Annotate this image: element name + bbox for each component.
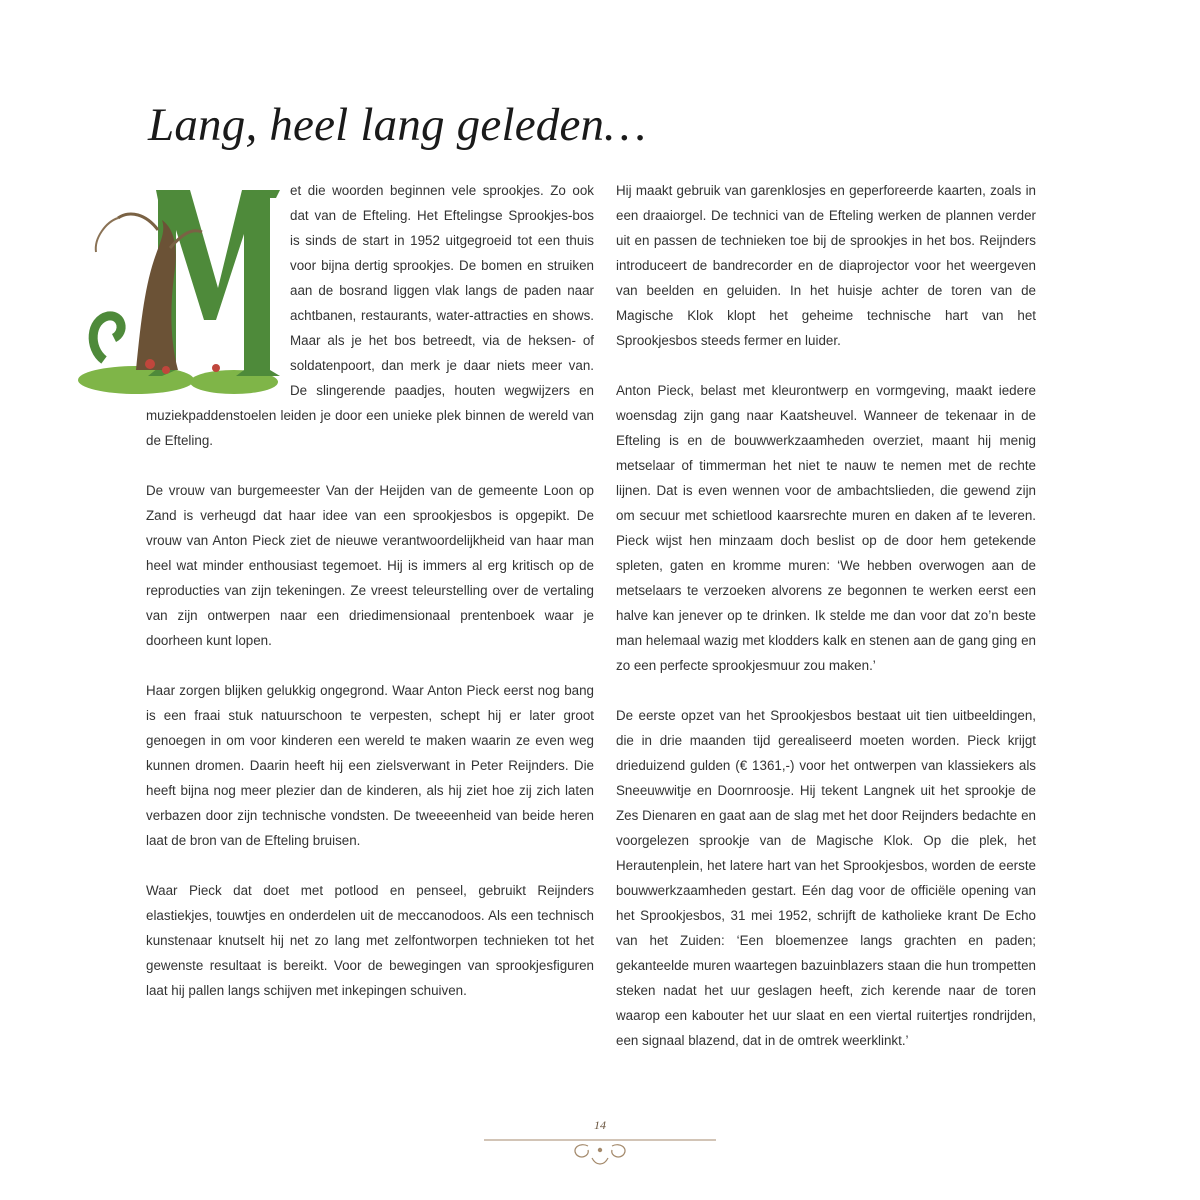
paragraph: Anton Pieck, belast met kleurontwerp en vormgeving, maakt iedere woensdag zijn gang naar Kaatsheuvel. Wanneer de tekenaar in de Efteling is en de bouwwerkzaamheden overziet, maant hij menig metselaar of timmerman het niet te nauw te nemen met de rechte lijnen. Dat is even wennen voor de ambachtslieden, die gewend zijn om secuur met schietlood kaarsrechte muren en daken af te leveren. Pieck wijst hen minzaam doch beslist op de door hem getekende spleten, gaten en kromme muren: ‘We hebben overwogen aan de metselaars te verzoeken alvorens ze begonnen te werken eerst een halve kan jenever op te drinken. Ik stelde me dan voor dat zo’n beste man helemaal wazig met klodders kalk en stenen aan de gang ging en zo een perfecte sprookjesmuur zou maken.’: [616, 383, 1036, 673]
right-column: [616, 178, 1036, 1078]
paragraph: De vrouw van burgemeester Van der Heijden van de gemeente Loon op Zand is verheugd dat haar idee van een sprookjesbos is opgepikt. De vrouw van Anton Pieck ziet de nieuwe verantwoordelijkheid van haar man heel wat minder enthousiast tegemoet. Hij is immers al erg kritisch op de reproducties van zijn tekeningen. Ze vreest teleurstelling over de vertaling van zijn ontwerpen naar een driedimensionaal prentenboek waar je doorheen kunt lopen.: [146, 483, 594, 648]
paragraph: Hij maakt gebruik van garenklosjes en geperforeerde kaarten, zoals in een draaiorgel. De technici van de Efteling werken de plannen verder uit en passen de technieken toe bij de sprookjes in het bos. Reijnders introduceert de bandrecorder en de diaprojector voor het weergeven van beelden en geluiden. In het huisje achter de toren van de Magische Klok klopt het geheime technische hart van het Sprookjesbos steeds fermer en luider.: [616, 183, 1036, 348]
tree-letter-m-icon: [66, 170, 282, 398]
paragraph: De eerste opzet van het Sprookjesbos bestaat uit tien uitbeeldingen, die in drie maanden tijd gerealiseerd moeten worden. Pieck krijgt drieduizend gulden (€ 1361,-) voor het ontwerpen van klassiekers als Sneeuwwitje en Doornroosje. Hij tekent Langnek uit het sprookje de Zes Dienaren en gaat aan de slag met het door Reijnders bedachte en voorgelezen sprookje van de Magische Klok. Op die plek, het Herautenplein, het latere hart van het Sprookjesbos, worden de eerste bouwwerkzaamheden gestart. Eén dag voor de officiële opening van het Sprookjesbos, 31 mei 1952, schrijft de katholieke krant De Echo van het Zuiden: ‘Een bloemenzee langs grachten en paden; gekanteelde muren waartegen bazuinblazers staan die hun trompetten steken nadat het uur geslagen heeft, zich kerende naar de toren waarop een kabouter het uur slaat en een viertal ruitertjes rondrijden, een signaal blazend, dat in de omtrek weerklinkt.’: [616, 708, 1036, 1048]
page-footer: [470, 1118, 730, 1174]
page-number: 14: [594, 1118, 606, 1132]
paragraph: Haar zorgen blijken gelukkig ongegrond. Waar Anton Pieck eerst nog bang is een fraai stuk natuurschoon te verpesten, schept hij er later groot genoegen in om voor kinderen een wereld te maken waarin ze even weg kunnen dromen. Daarin heeft hij een zielsverwant in Peter Reijnders. Die heeft bijna nog meer plezier dan de kinderen, als hij ziet hoe zij zich laten verbazen door zijn technische vondsten. De tweeeenheid van beide heren laat de bron van de Efteling bruisen.: [146, 683, 594, 848]
paragraph: et die woorden beginnen vele sprookjes. Zo ook dat van de Efteling. Het Eftelingse Sprookjes-bos is sinds de start in 1952 uitgegroeid tot een thuis voor bijna dertig sprookjes. De bomen en struiken aan de bosrand liggen vlak langs de paden naar achtbanen, restaurants, water-attracties en shows. Maar als je het bos betreedt, via de heksen- of soldatenpoort, dan merk je daar niets meer van. De slingerende paadjes, houten wegwijzers en muziekpaddenstoelen leiden je door een unieke plek binnen de wereld van de Efteling.: [146, 183, 594, 448]
flourish-ornament-icon: [470, 1118, 730, 1174]
page-title: Lang, heel lang geleden…: [148, 99, 647, 151]
paragraph: Waar Pieck dat doet met potlood en penseel, gebruikt Reijnders elastiekjes, touwtjes en onderdelen uit de meccanodoos. Als een technisch kunstenaar knutselt hij net zo lang met zelfontworpen technieken tot het gewenste resultaat is bereikt. Voor de bewegingen van sprookjesfiguren laat hij pallen langs schijven met inkepingen schuiven.: [146, 883, 594, 998]
left-column: [146, 178, 594, 1028]
